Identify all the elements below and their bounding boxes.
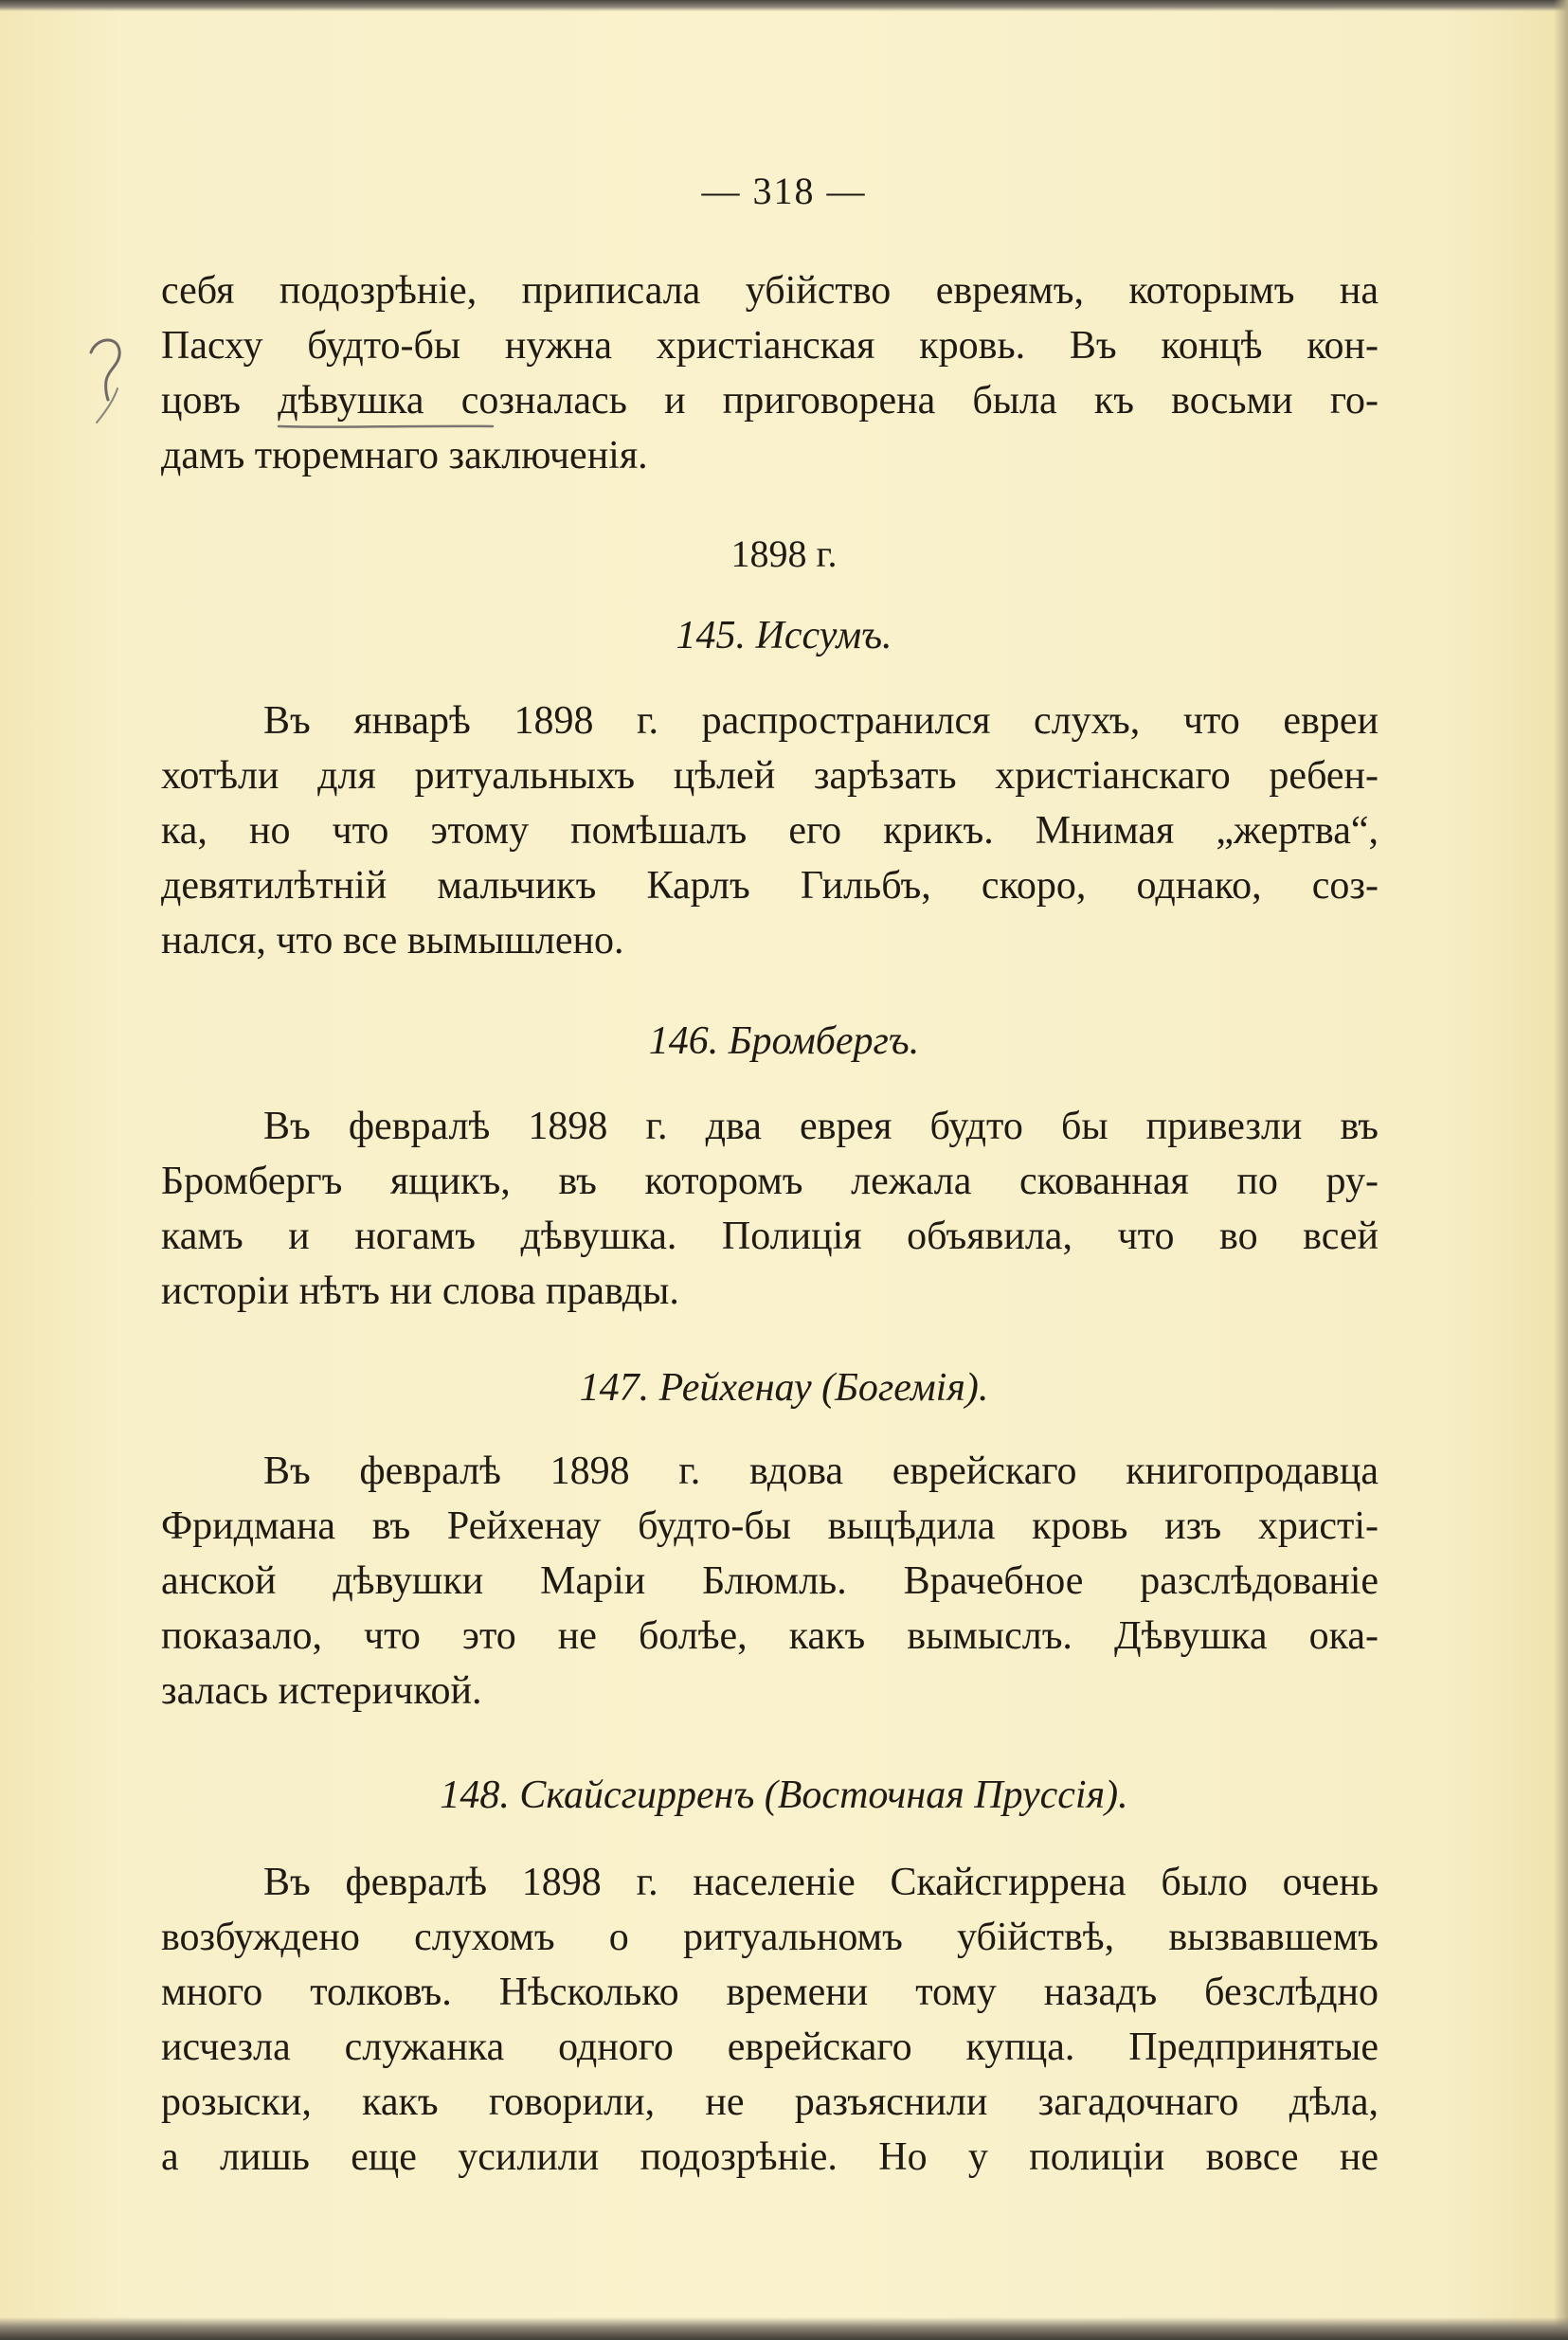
section-paragraph xyxy=(161,1099,1379,1319)
text-line: цовъ дѣвушка созналась и приговорена была къ восьми го- xyxy=(161,379,1379,423)
text-line: дамъ тюремнаго заключенія. xyxy=(161,434,648,477)
intro-paragraph xyxy=(161,263,1379,483)
section-heading: 148. Скайсгирренъ (Восточная Пруссія). xyxy=(440,1773,1128,1817)
text-line: возбуждено слухомъ о ритуальномъ убійствѣ, вызвавшемъ xyxy=(161,1916,1379,1959)
scan-bottom-edge xyxy=(0,2317,1568,2340)
text-line: Бромбергъ ящикъ, въ которомъ лежала скованная по ру- xyxy=(161,1160,1379,1203)
text-line: а лишь еще усилили подозрѣніе. Но у полиціи вовсе не xyxy=(161,2135,1379,2179)
text-line: Пасху будто-бы нужна христіанская кровь. Въ концѣ кон- xyxy=(161,324,1379,368)
text-line: себя подозрѣніе, приписала убійство евреямъ, которымъ на xyxy=(161,269,1379,313)
text-line: девятилѣтній мальчикъ Карлъ Гильбъ, скоро, однако, соз- xyxy=(161,864,1379,908)
text-line: розыски, какъ говорили, не разъяснили загадочнаго дѣла, xyxy=(161,2080,1379,2124)
section-paragraph xyxy=(161,693,1379,968)
text-line: Фридмана въ Рейхенау будто-бы выцѣдила кровь изъ христі- xyxy=(161,1504,1379,1548)
text-line: анской дѣвушки Маріи Блюмль. Врачебное разслѣдованіе xyxy=(161,1559,1379,1603)
text-line: Въ февралѣ 1898 г. два еврея будто бы привезли въ xyxy=(263,1105,1379,1148)
text-line: Въ февралѣ 1898 г. вдова еврейскаго книгопродавца xyxy=(263,1449,1379,1493)
text-line: камъ и ногамъ дѣвушка. Полиція объявила, что во всей xyxy=(161,1215,1379,1258)
year-heading: 1898 г. xyxy=(730,532,838,575)
text-line: Въ январѣ 1898 г. распространился слухъ, что евреи xyxy=(263,699,1379,743)
text-line: много толковъ. Нѣсколько времени тому назадъ безслѣдно xyxy=(161,1971,1379,2014)
text-line: показало, что это не болѣе, какъ вымыслъ. Дѣвушка ока- xyxy=(161,1614,1379,1658)
text-line: залась истеричкой. xyxy=(161,1669,482,1713)
section-heading: 147. Рейхенау (Богемія). xyxy=(579,1366,989,1410)
page-number: — 318 — xyxy=(701,170,867,212)
text-line: ка, но что этому помѣшалъ его крикъ. Мнимая „жертва“, xyxy=(161,809,1379,853)
section-heading: 146. Бромбергъ. xyxy=(648,1019,920,1063)
text-line: исторіи нѣтъ ни слова правды. xyxy=(161,1269,679,1313)
text-line: исчезла служанка одного еврейскаго купца. Предпринятые xyxy=(161,2025,1379,2069)
section-heading: 145. Иссумъ. xyxy=(676,614,892,657)
text-line: Въ февралѣ 1898 г. населеніе Скайсгиррена было очень xyxy=(263,1861,1379,1904)
section-paragraph xyxy=(161,1855,1379,2185)
scan-right-edge xyxy=(1554,0,1568,2340)
scan-top-edge xyxy=(0,0,1568,11)
text-line: нался, что все вымышлено. xyxy=(161,919,624,963)
section-paragraph xyxy=(161,1444,1379,1719)
text-line: хотѣли для ритуальныхъ цѣлей зарѣзать христіанскаго ребен- xyxy=(161,754,1379,798)
pencil-question-mark-icon xyxy=(85,332,127,436)
